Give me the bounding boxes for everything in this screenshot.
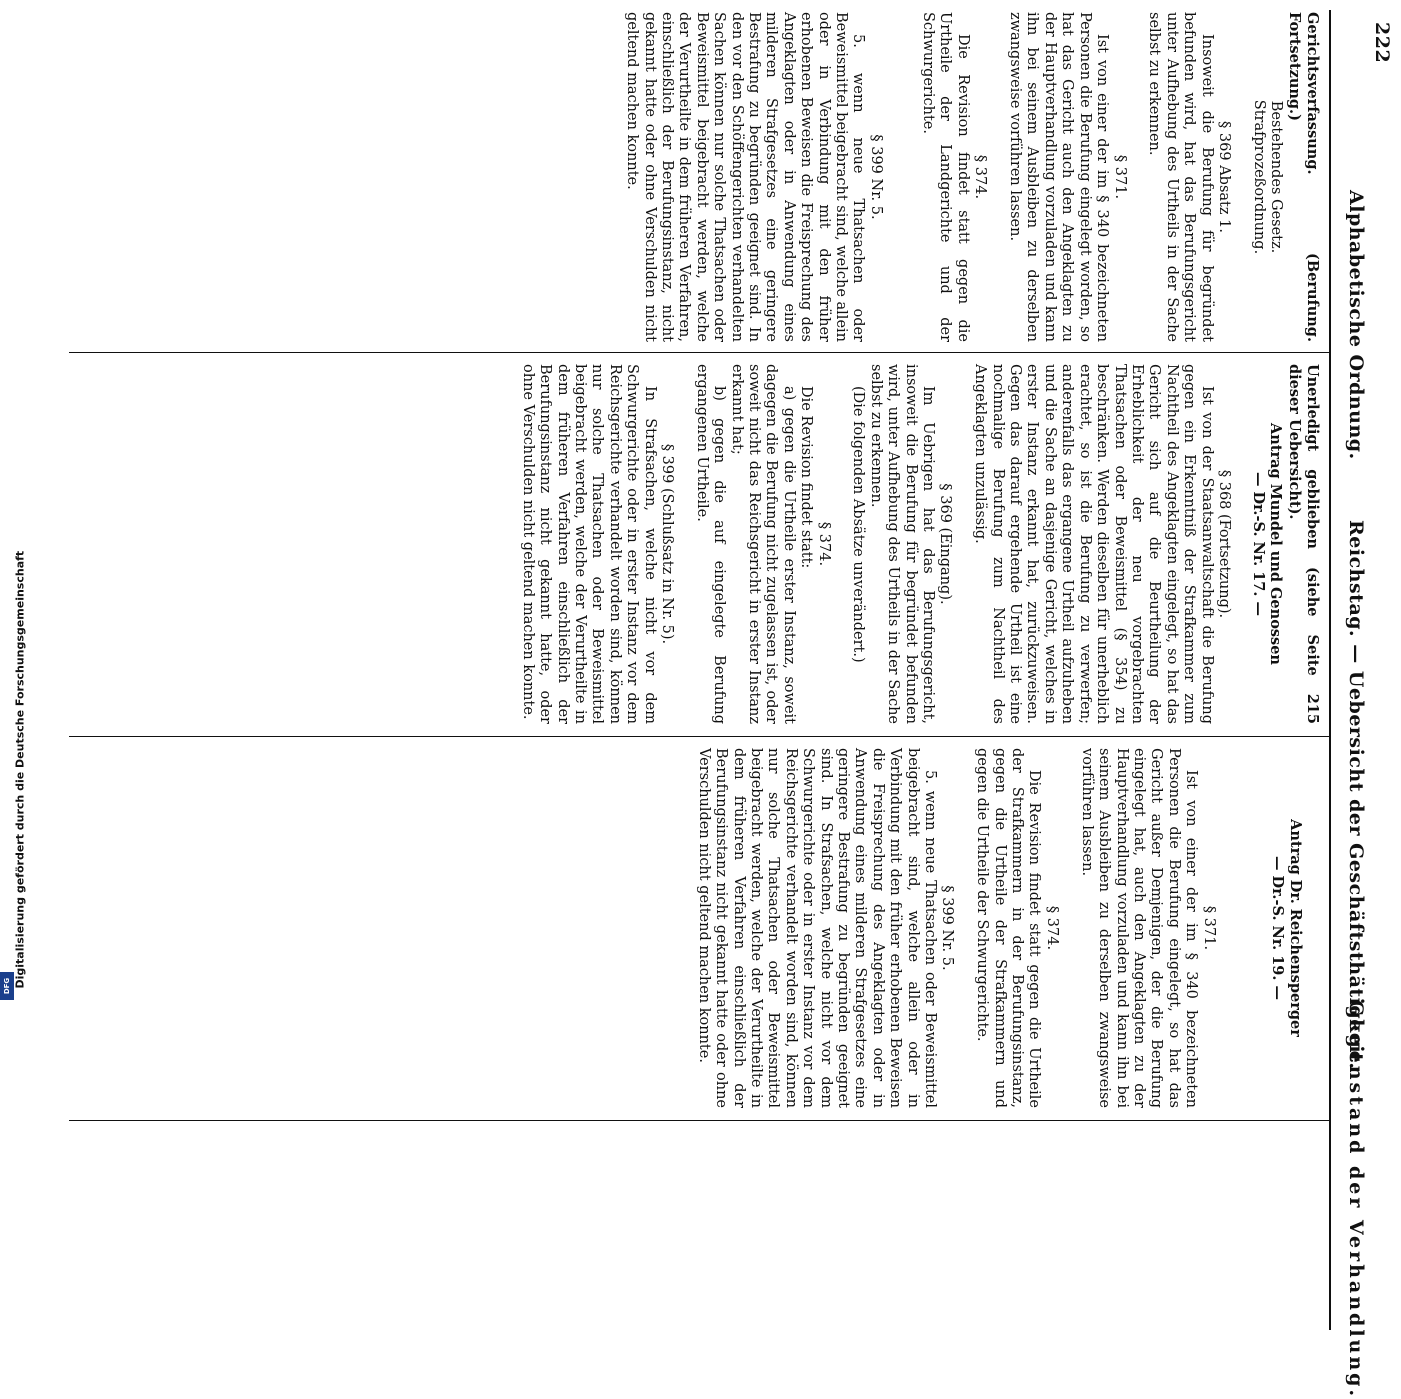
right-section-374-text: Die Revision findet statt gegen die Urtheile der Strafkammern in der Berufungsinstanz, gegen die Urtheile der Strafkammern und gegen die Urtheile der Schwurgerichte. (974, 748, 1043, 1108)
left-subtitle-1: Bestehendes Gesetz. (1268, 100, 1285, 254)
column-divider-1 (69, 352, 1329, 353)
middle-section-369-head: § 369 (Eingang). (937, 483, 954, 605)
middle-section-399-text: In Strafsachen, welche nicht vor dem Schwurgerichte oder in erster Instanz vor dem Reichsgerichte verhandelt worden sind, können nur solche Thatsachen oder Beweismittel beigebracht werden, welche der Verurtheilte in dem früheren Verfahren einschließlich der Berufungsinstanz nicht gekannt hatte, oder ohne Verschulden nicht geltend machen konnte. (519, 364, 658, 724)
footer-text: Digitalisierung gefördert durch die Deutsche Forschungsgemeinschaft (13, 550, 27, 989)
left-header: Alphabetische Ordnung. (1345, 190, 1367, 460)
middle-intro: Unerledigt geblieben (siehe Seite 215 dieser Uebersicht). (1285, 364, 1321, 724)
left-section-374-text: Die Revision findet statt gegen die Urtheile der Landgerichte und der Schwurgerichte. (920, 12, 971, 342)
left-section-369-text: Insoweit die Berufung für begründet befunden wird, hat das Berufungsgericht unter Aufhebung des Urtheils in der Sache selbst zu erkennen. (1146, 12, 1215, 342)
left-section-369-head: § 369 Absatz 1. (1215, 121, 1232, 233)
middle-section-368-text: Ist von der Staatsanwaltschaft die Berufung gegen ein Erkenntniß der Strafkammer zum Nachtheil des Angeklagten eingelegt, so hat das Gericht sich auf die Beurtheilung der Erheblichkeit der neu vorgebrachten Thatsachen oder Beweismittel (§ 354) zu beschränken. Werden dieselben für unerheblich erachtet, so ist die Berufung zu verwerfen; anderenfalls das ergangene Urtheil aufzuheben und die Sache an dasjenige Gericht, welches in erster Instanz erkannt hat, zurückzuweisen. Gegen das darauf ergehende Urtheil ist eine nochmalige Berufung zum Nachtheil des Angeklagten unzulässig. (972, 364, 1215, 724)
middle-section-369-text: Im Uebrigen hat das Berufungsgericht, insoweit die Berufung für begründet befunden wird, unter Aufhebung des Urtheils in der Sache selbst zu erkennen. (867, 364, 937, 724)
middle-column (518, 364, 1321, 724)
left-section-399-text: 5. wenn neue Thatsachen oder Beweismittel beigebracht sind, welche allein oder in Verbindung mit den früher erhobenen Beweisen die Freisprechung des Angeklagten oder in Anwendung eines milderen Strafgesetzes eine geringere Bestrafung zu begründen geeignet sind. In den vor den Schöffengerichten verhandelten Sachen können nur solche Thatsachen oder Beweismittel beigebracht werden, welche der Verurtheilte in dem früheren Verfahren, einschließlich der Berufungsinstanz, nicht gekannt hatte oder ohne Verschulden nicht geltend machen konnte. (624, 12, 867, 342)
left-column (623, 12, 1321, 342)
page-number: 222 (1371, 22, 1393, 64)
middle-section-374-b: b) gegen die auf eingelegte Berufung ergangenen Urtheile. (693, 364, 728, 724)
digitization-footer (0, 432, 27, 995)
header-rule (1329, 10, 1331, 1330)
right-section-399-text: 5. wenn neue Thatsachen oder Beweismittel beigebracht sind, welche allein oder in Verbindung mit den früher erhobenen Beweisen die Freisprechung des Angeklagten oder in Anwendung eines milderen Strafgesetzes eine geringere Bestrafung zu begründen geeignet sind. In Strafsachen, welche nicht vor dem Schwurgerichte oder in erster Instanz vor dem Reichsgerichte verhandelt worden sind, können nur solche Thatsachen oder Beweismittel beigebracht werden, welche der Verurtheilte in dem früheren Verfahren einschließlich der Berufungsinstanz nicht gekannt hatte oder ohne Verschulden nicht geltend machen konnte. (695, 748, 939, 1108)
left-section-371-text: Ist von einer der im § 340 bezeichneten Personen die Berufung eingelegt worden, so hat das Gericht auch den Angeklagten zu der Hauptverhandlung vorzuladen und kann ihn bei seinem Ausbleiben zu derselben zwangsweise vorführen lassen. (1007, 12, 1111, 342)
right-header-left: Reichstag. — Uebersicht der Geschäftsthätigkeit. (1345, 520, 1367, 1070)
middle-drucksache: — Dr.-S. Nr. 17. — (1249, 472, 1267, 616)
dfg-logo (0, 972, 14, 1000)
right-section-371-head: § 371. (1200, 905, 1217, 951)
middle-section-399-head: § 399 (Schlußsatz in Nr. 5). (658, 443, 675, 645)
middle-section-369-note: (Die folgenden Absätze unverändert.) (850, 386, 867, 663)
middle-section-374-a: a) gegen die Urtheile erster Instanz, soweit dagegen die Berufung nicht zugelassen ist, oder soweit nicht das Reichsgericht in erster Instanz erkannt hat; (728, 364, 797, 724)
dfg-logo-text: DFG (3, 977, 11, 995)
left-title: Gerichtsverfassung. (Berufung. Fortsetzung.) (1285, 12, 1321, 342)
right-header-right: Gegenstand der Verhandlung. (1345, 1000, 1367, 1399)
left-section-371-head: § 371. (1111, 154, 1128, 200)
column-divider-3 (69, 1120, 1329, 1121)
right-section-371-text: Ist von einer der im § 340 bezeichneten Personen die Berufung eingelegt, so hat das Gericht außer Demjenigen, der die Berufung eingelegt hat, auch den Angeklagten zu der Hauptverhandlung vorzuladen und kann ihn bei seinem Ausbleiben zu derselben zwangsweise vorführen lassen. (1078, 748, 1200, 1108)
left-section-374-head: § 374. (972, 154, 989, 200)
column-divider-2 (69, 736, 1329, 737)
right-drucksache: — Dr.-S. Nr. 19. — (1269, 856, 1287, 1000)
middle-section-368-head: § 368 (Fortsetzung). (1215, 469, 1232, 619)
right-section-374-head: § 374. (1043, 905, 1060, 951)
middle-section-374-head: § 374. (815, 521, 832, 567)
middle-section-374-text: Die Revision findet statt: (798, 386, 815, 569)
right-antrag: Antrag Dr. Reichensperger (1286, 819, 1304, 1037)
left-subtitle-2: Strafprozeßordnung. (1250, 99, 1267, 255)
right-column (694, 748, 1321, 1108)
middle-antrag: Antrag Mundel und Genossen (1267, 423, 1285, 665)
left-section-399-head: § 399 Nr. 5. (867, 134, 884, 220)
right-section-399-head: § 399 Nr. 5. (939, 885, 956, 971)
